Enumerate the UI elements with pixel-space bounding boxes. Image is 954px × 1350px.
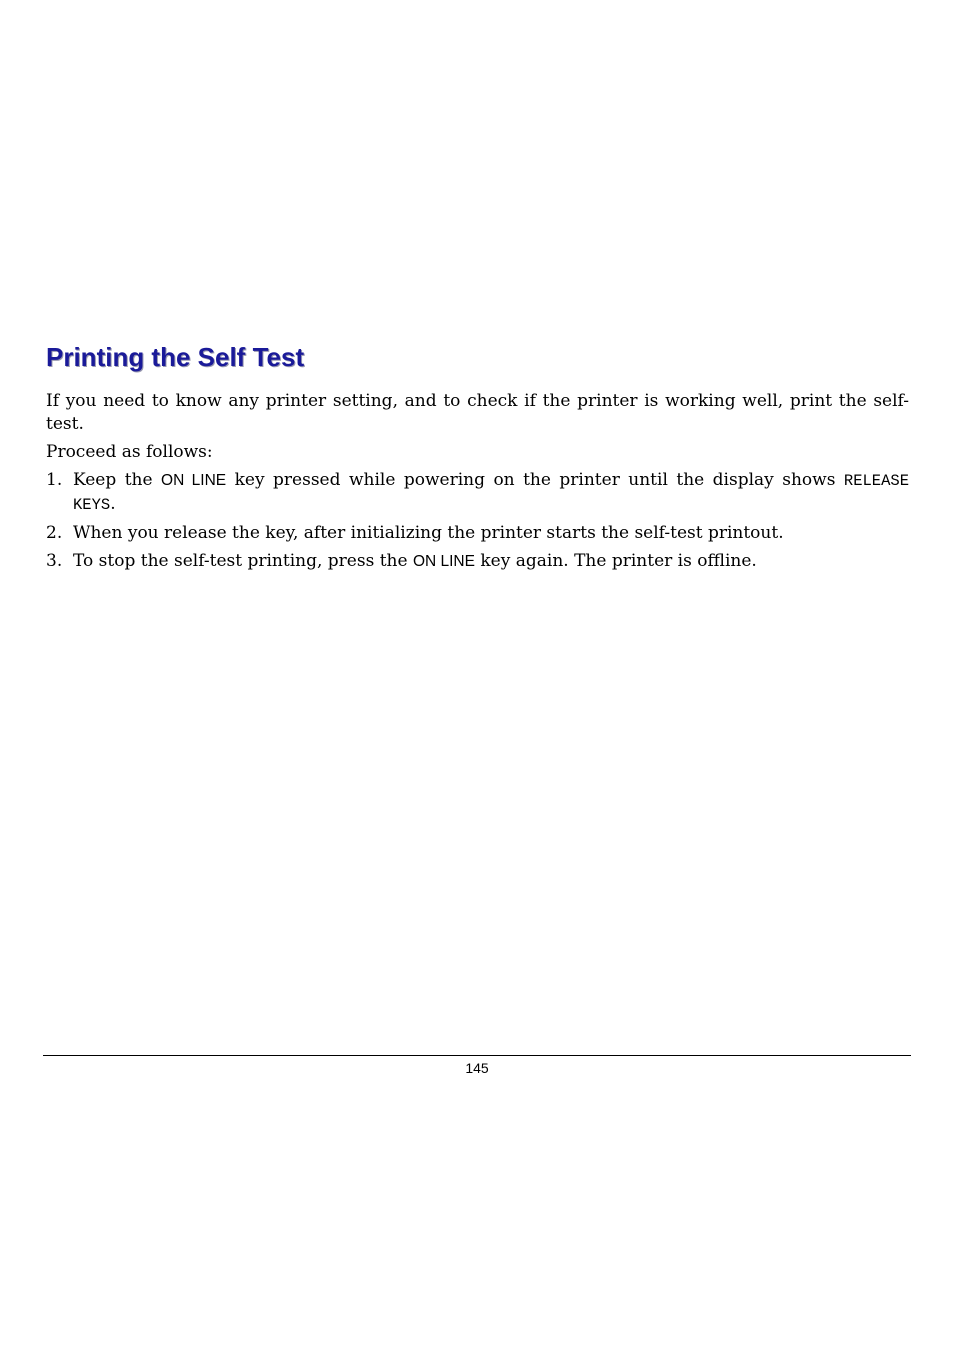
step-number: 3. bbox=[46, 551, 63, 571]
step-item-2 bbox=[46, 522, 909, 545]
key-name: ON LINE bbox=[161, 472, 227, 489]
step-text: To stop the self-test printing, press the bbox=[73, 551, 413, 571]
key-name: ON LINE bbox=[412, 553, 475, 570]
step-text: When you release the key, after initializing the printer starts the self-test printout. bbox=[73, 523, 784, 543]
step-number: 2. bbox=[46, 523, 63, 543]
intro-paragraph: If you need to know any printer setting, and to check if the printer is working well, print the self-test. bbox=[46, 391, 909, 434]
footer-divider bbox=[43, 1055, 911, 1056]
step-text: key pressed while powering on the printer until the display shows bbox=[226, 470, 844, 490]
step-number: 1. bbox=[46, 470, 63, 490]
step-text: Keep the bbox=[73, 470, 162, 490]
display-message: RELEASE KEYS bbox=[73, 472, 910, 514]
page-number: 145 bbox=[465, 1060, 489, 1076]
section-heading: Printing the Self Test bbox=[46, 342, 305, 372]
page-content bbox=[46, 338, 909, 578]
proceed-paragraph: Proceed as follows: bbox=[46, 442, 213, 462]
step-text: . bbox=[110, 494, 116, 514]
step-item-1 bbox=[46, 469, 909, 517]
step-text: key again. The printer is offline. bbox=[474, 551, 757, 571]
step-item-3 bbox=[46, 550, 909, 573]
steps-list bbox=[46, 469, 909, 573]
